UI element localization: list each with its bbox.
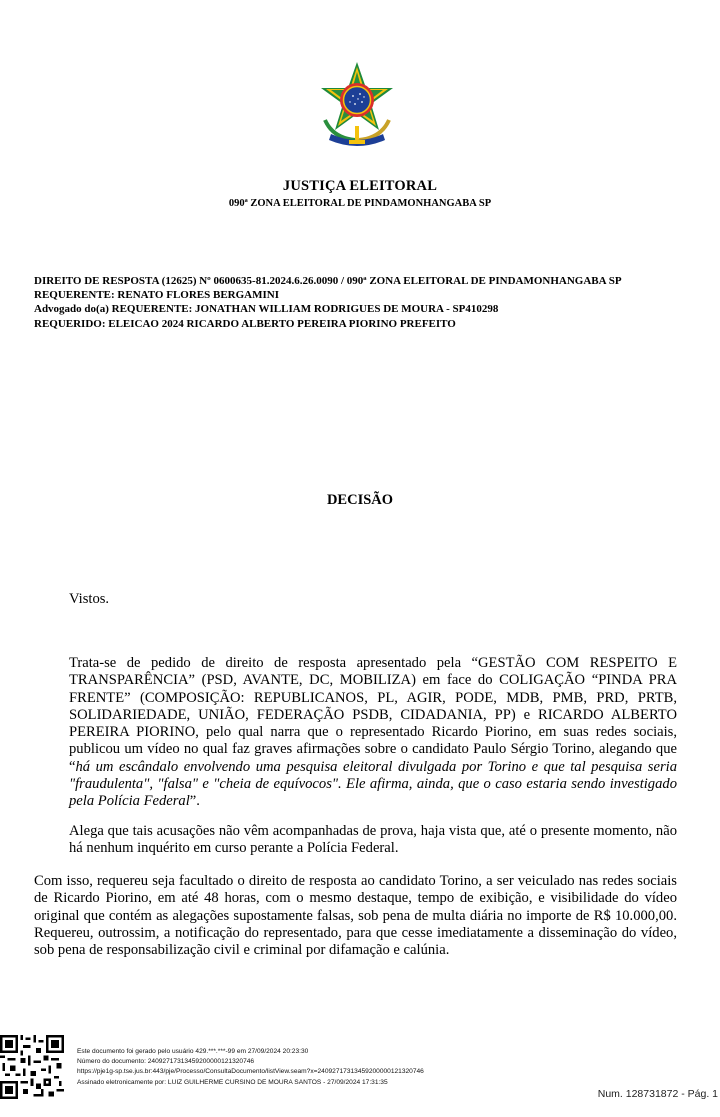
paragraph-1: [69, 655, 677, 811]
signature-footer: [77, 1047, 597, 1088]
paragraph-1-text: Trata-se de pedido de direito de resposta apresentado pela “GESTÃO COM RESPEITO E TRANSPARÊNCIA” (PSD, AVANTE, DC, MOBILIZA) em face do COLIGAÇÃO “PINDA PRA FRENTE” (COMPOSIÇÃO: REPUBLICANOS, PL, AGIR, PODE, MDB, PMB, PRD, PRTB, SOLIDARIEDADE, UNIÃO, FEDERAÇÃO PSDB, CIDADANIA, PP) e RICARDO ALBERTO PEREIRA PIORINO, pelo qual narra que o representado Ricardo Piorino, em suas redes sociais, publicou um vídeo no qual faz graves afirmações sobre o candidato Paulo Sérgio Torino, alegando que “: [69, 655, 677, 775]
case-info-block: [34, 274, 674, 331]
footer-signature: Assinado eletronicamente por: LUIZ GUILHERME CURSINO DE MOURA SANTOS - 27/09/2024 17:31:35: [77, 1078, 388, 1086]
court-title: JUSTIÇA ELEITORAL: [282, 178, 438, 194]
footer-document-number: Número do documento: 24092717313459200000121320746: [77, 1058, 255, 1066]
vistos-paragraph: Vistos.: [69, 591, 110, 607]
paragraph-2: Alega que tais acusações não vêm acompanhadas de prova, haja vista que, até o presente momento, não há nenhum inquérito em curso perante a Polícia Federal.: [69, 823, 677, 857]
requerido-line: REQUERIDO: ELEICAO 2024 RICARDO ALBERTO PEREIRA PIORINO PREFEITO: [34, 317, 456, 330]
qr-code: [0, 1035, 64, 1099]
case-number-line: DIREITO DE RESPOSTA (12625) Nº 0600635-81.2024.6.26.0090 / 090ª ZONA ELEITORAL DE PINDAMONHANGABA SP: [34, 275, 622, 287]
advogado-line: Advogado do(a) REQUERENTE: JONATHAN WILLIAM RODRIGUES DE MOURA - SP410298: [34, 303, 499, 316]
court-zone: 090ª ZONA ELEITORAL DE PINDAMONHANGABA SP: [228, 198, 492, 209]
decision-title: DECISÃO: [326, 492, 394, 508]
paragraph-3: Com isso, requereu seja facultado o direito de resposta ao candidato Torino, a ser veiculado nas redes sociais de Ricardo Piorino, em até 48 horas, com o mesmo destaque, tempo de exibição, e visibilidade do vídeo original que contém as alegações supostamente falsas, sob pena de multa diária no importe de R$ 10.000,00. Requereu, outrossim, a notificação do representado, para que cesse imediatamente a disseminação do vídeo, sob pena de responsabilização civil e criminal por difamação e calúnia.: [34, 873, 677, 959]
footer-url[interactable]: https://pje1g-sp.tse.jus.br:443/pje/Processo/ConsultaDocumento/listView.seam?x=24092717313459200000121320746: [77, 1068, 424, 1076]
coat-of-arms-emblem: [315, 60, 399, 146]
page-number: Num. 128731872 - Pág. 1: [597, 1088, 718, 1100]
paragraph-1-end: ”.: [189, 793, 200, 810]
requerente-line: REQUERENTE: RENATO FLORES BERGAMINI: [34, 289, 279, 302]
paragraph-1-quote: há um escândalo envolvendo uma pesquisa eleitoral divulgada por Torino e que tal pesquisa seria "fraudulenta", "falsa" e "cheia de equívocos". Ele afirma, ainda, que o caso estaria sendo investigado pela Polícia Federal: [69, 758, 677, 810]
footer-generated-line: Este documento foi gerado pelo usuário 429.***.***-99 em 27/09/2024 20:23:30: [77, 1048, 309, 1055]
